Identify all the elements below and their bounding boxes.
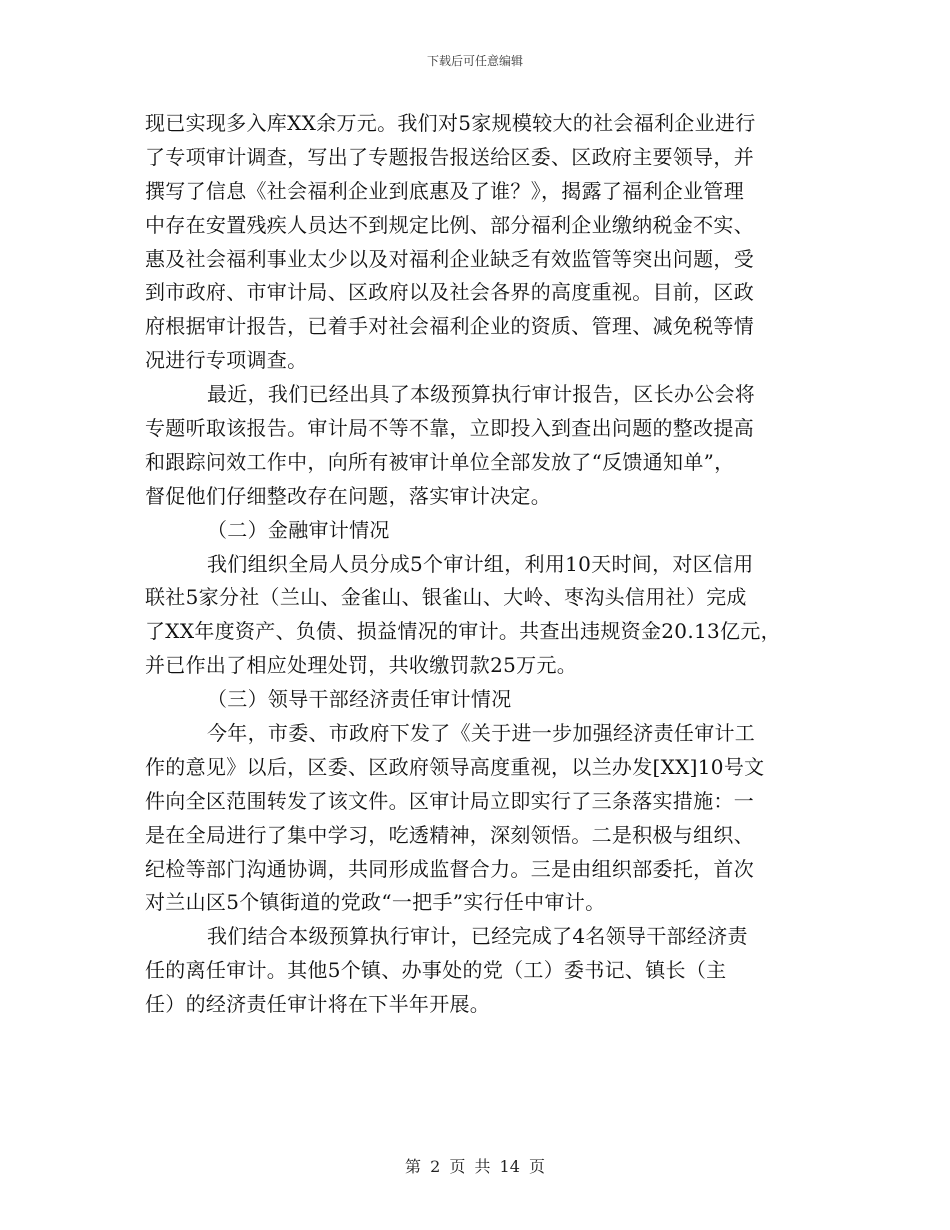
paragraph-line: 到市政府、市审计局、区政府以及社会各界的高度重视。目前，区政 <box>145 280 754 305</box>
paragraph-line: 我们结合本级预算执行审计，已经完成了4名领导干部经济责 <box>207 924 748 949</box>
paragraph-line: 纪检等部门沟通协调，共同形成监督合力。三是由组织部委托，首次 <box>145 856 754 881</box>
paragraph-line: 现已实现多入库XX余万元。我们对5家规模较大的社会福利企业进行 <box>145 111 756 135</box>
paragraph-line: 作的意见》以后，区委、区政府领导高度重视，以兰办发[XX]10号文 <box>145 754 765 779</box>
paragraph-line: 惠及社会福利事业太少以及对福利企业缺乏有效监管等突出问题，受 <box>145 246 754 271</box>
paragraph-line: 了专项审计调查，写出了专题报告报送给区委、区政府主要领导，并 <box>145 144 754 169</box>
paragraph-line: 督促他们仔细整改存在问题，落实审计决定。 <box>145 483 551 508</box>
paragraph-line: 联社5家分社（兰山、金雀山、银雀山、大岭、枣沟头信用社）完成 <box>145 585 747 610</box>
paragraph-line: 和跟踪问效工作中，向所有被审计单位全部发放了“反馈通知单”， <box>145 449 735 474</box>
paragraph-line: 对兰山区5个镇街道的党政“一把手”实行任中审计。 <box>145 890 606 915</box>
paragraph-line: 并已作出了相应处理处罚，共收缴罚款25万元。 <box>145 653 578 678</box>
paragraph-line: 任）的经济责任审计将在下半年开展。 <box>145 992 491 1017</box>
paragraph-line: 最近，我们已经出具了本级预算执行审计报告，区长办公会将 <box>207 382 756 407</box>
paragraph-line: 了XX年度资产、负债、损益情况的审计。共查出违规资金20.13亿元， <box>145 619 781 644</box>
section-heading: （二）金融审计情况 <box>207 517 390 542</box>
paragraph-line: 我们组织全局人员分成5个审计组，利用10天时间，对区信用 <box>207 551 754 576</box>
paragraph-line: 府根据审计报告，已着手对社会福利企业的资质、管理、减免税等情 <box>145 314 754 339</box>
page-header-note: 下载后可任意编辑 <box>426 54 523 68</box>
page-number: 第 2 页 共 14 页 <box>405 1157 545 1176</box>
paragraph-line: 中存在安置残疾人员达不到规定比例、部分福利企业缴纳税金不实、 <box>145 212 754 237</box>
section-heading: （三）领导干部经济责任审计情况 <box>207 687 512 712</box>
paragraph-line: 任的离任审计。其他5个镇、办事处的党（工）委书记、镇长（主 <box>145 958 727 983</box>
document-body <box>145 107 825 1022</box>
paragraph-line: 撰写了信息《社会福利企业到底惠及了谁？》，揭露了福利企业管理 <box>145 178 744 203</box>
paragraph-line: 是在全局进行了集中学习，吃透精神，深刻领悟。二是积极与组织、 <box>145 822 754 847</box>
paragraph-line: 专题听取该报告。审计局不等不靠，立即投入到查出问题的整改提高 <box>145 416 754 441</box>
paragraph-line: 件向全区范围转发了该文件。区审计局立即实行了三条落实措施：一 <box>145 788 754 813</box>
paragraph-line: 今年，市委、市政府下发了《关于进一步加强经济责任审计工 <box>207 721 756 746</box>
paragraph-line: 况进行专项调查。 <box>145 348 308 373</box>
